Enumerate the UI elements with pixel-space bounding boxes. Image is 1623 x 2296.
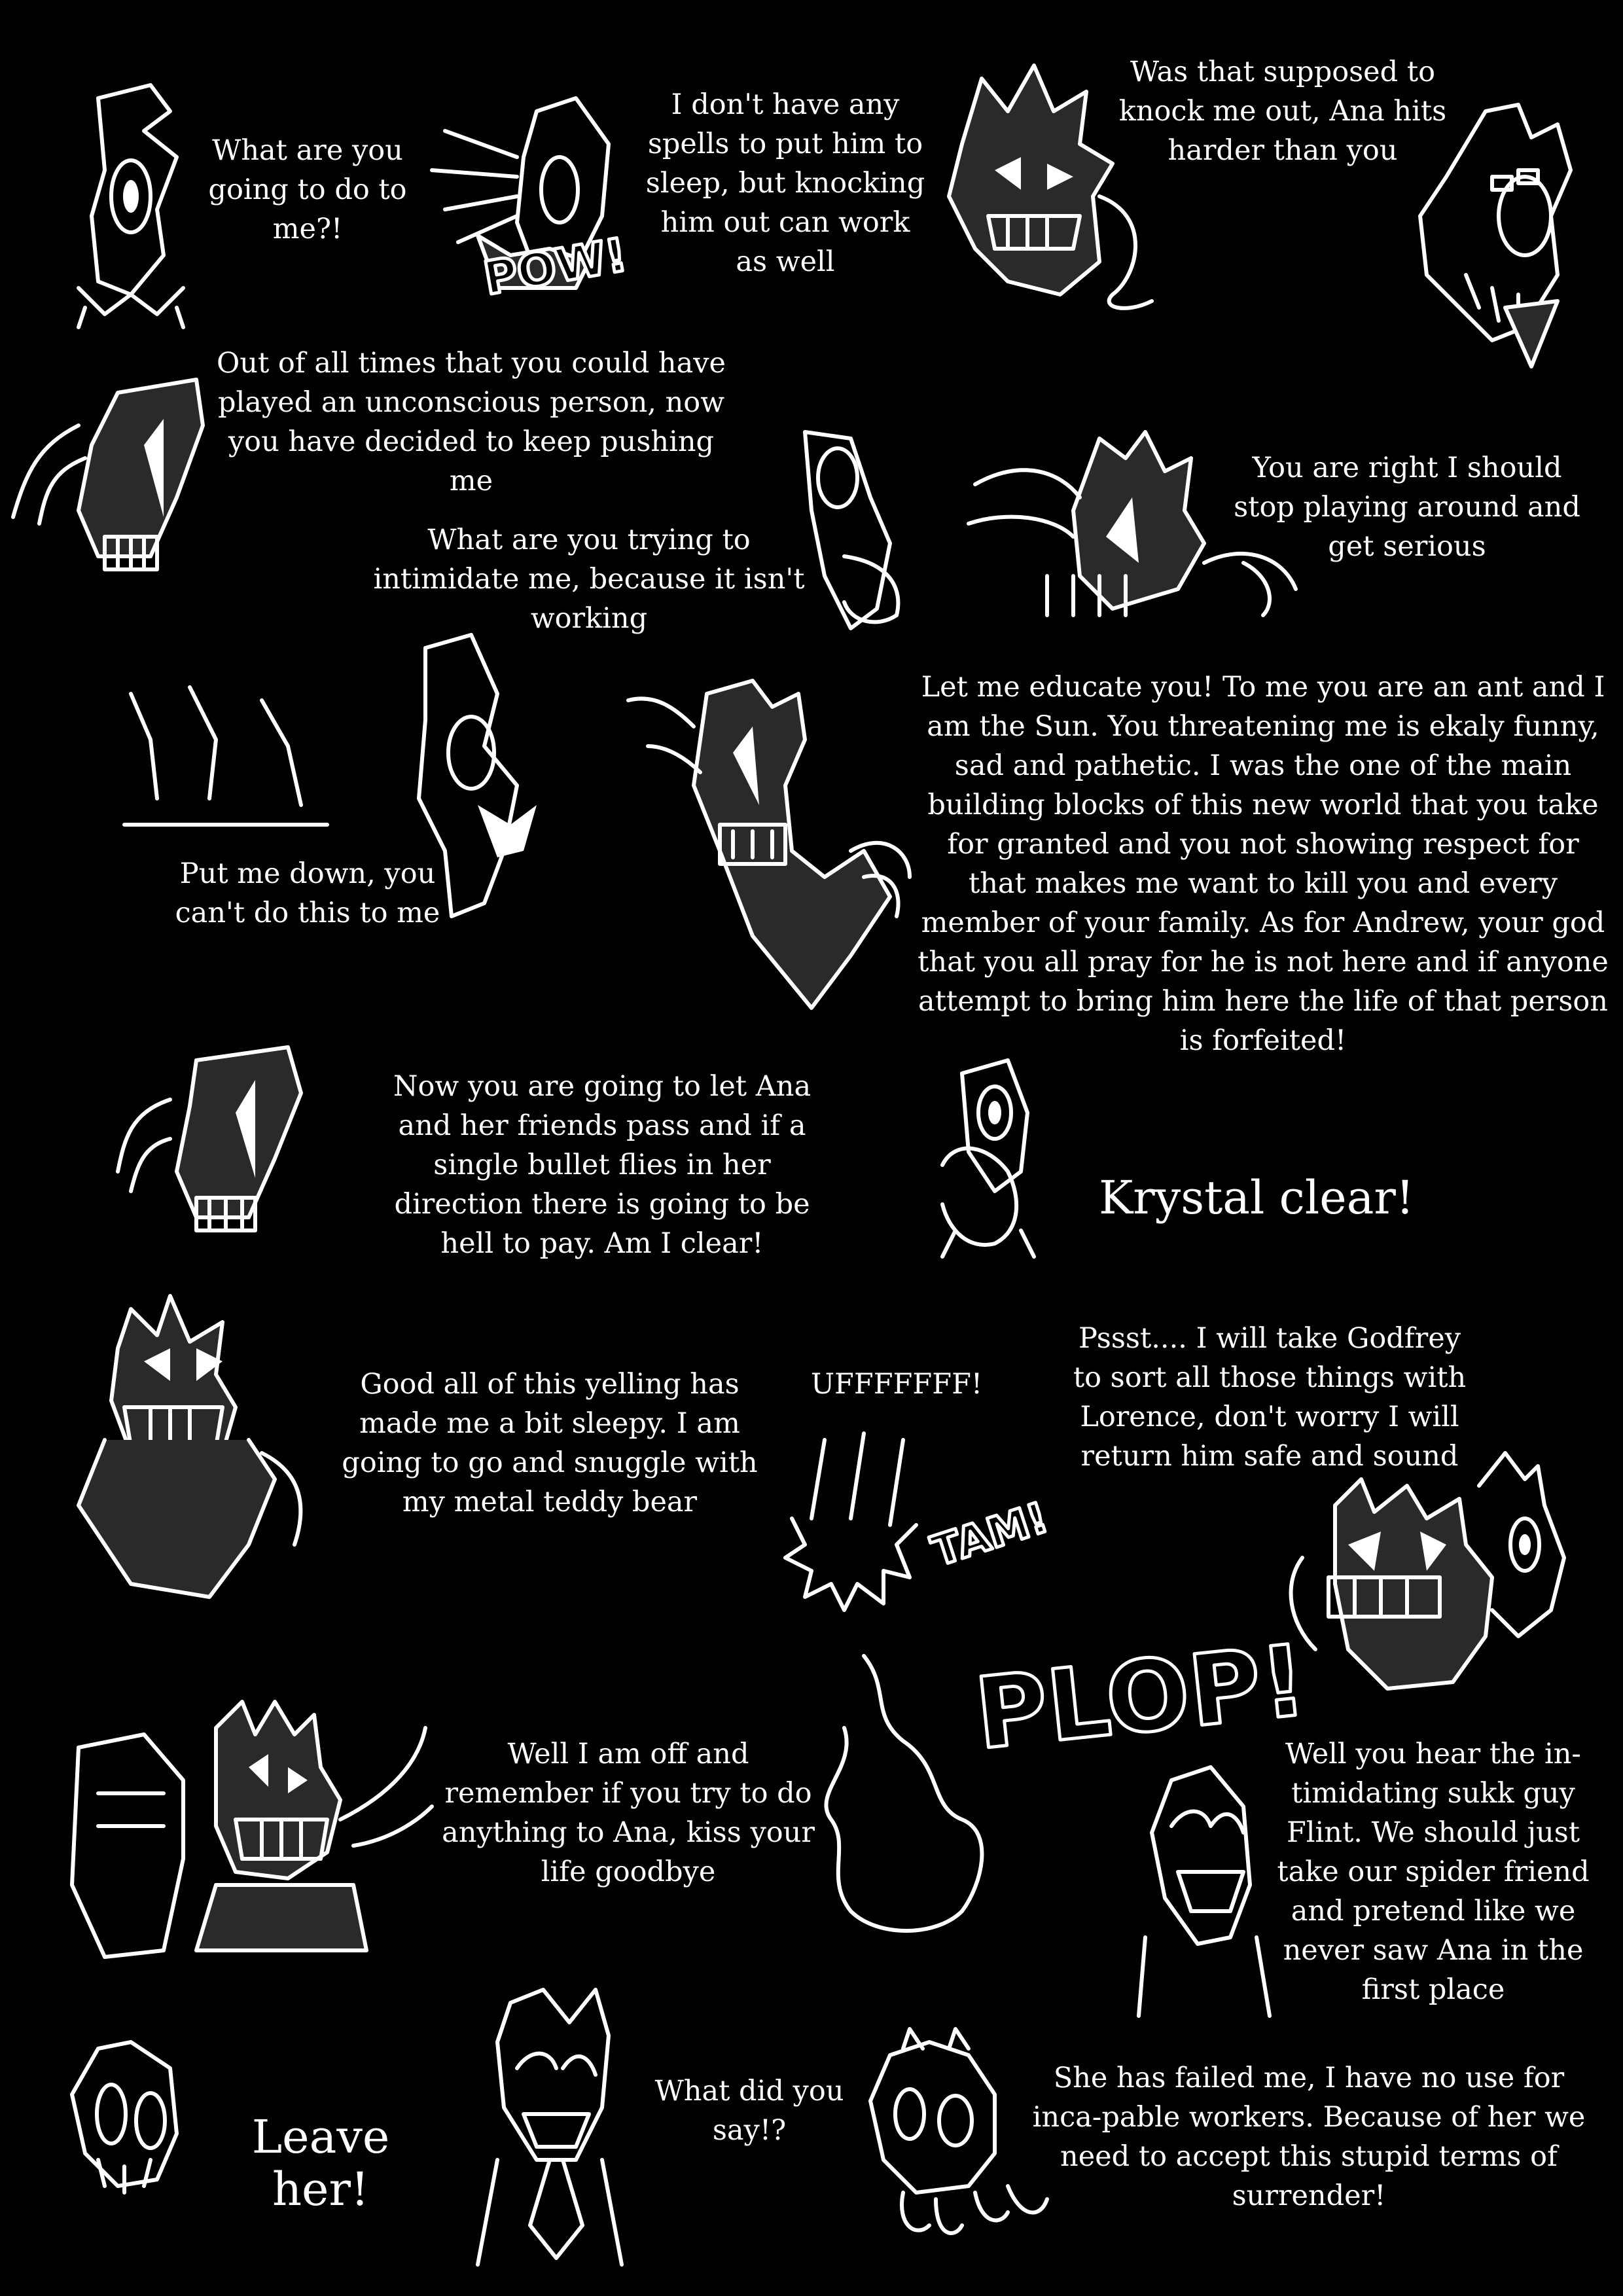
dialogue-p10: Let me educate you! To me you are an ant and I am the Sun. You threatening me is ekaly funny, sad and pathetic. I was the one of the main building blocks of this new world that you take for granted and you not showing respect for that makes me want to kill you and every member of your family. As for Andrew, your god that you all pray for he is not here and if anyone attempt to bring him here the life of that person is forfeited! [918,671,1609,1057]
dialogue-p06: Out of all times that you could have played an unconscious person, now you have decided to keep pushing me [217,347,726,497]
spiky-hair-skull-figure [79,1296,300,1597]
laughing-villain-figure [478,1990,622,2265]
punched-face-figure [432,98,631,306]
dialogue-p14: UFFFFFFF! [810,1368,983,1401]
dialogue-p09: Put me down, you can't do this to me [175,857,440,929]
falling-body-figure [785,1433,1054,1610]
laughing-villain-figure [1139,1767,1270,2016]
hooded-shadow-figure [118,1047,301,1230]
dialogue-p20: What did you say!? [654,2075,844,2147]
dialogue-p07: What are you trying to intimidate me, because it isn't working [373,524,805,635]
dialogue-p21: She has failed me, I have no use for inca-pable workers. Because of her we need to accept this stupid terms of surrender! [1032,2062,1586,2212]
dialogue-p08: You are right I should stop playing around and get serious [1234,452,1580,563]
dialogue-p13: Good all of this yelling has made me a bit sleepy. I am going to go and snuggle with my metal teddy bear [342,1368,758,1518]
pow-sfx: POW! [480,227,631,306]
dialogue-p15: Pssst.... I will take Godfrey to sort all those things with Lorence, don't worry I will return him safe and sound [1073,1322,1467,1473]
dialogue-p04: Was that supposed to knock me out, Ana hits harder than you [1118,56,1447,167]
plop-sfx: PLOP! [970,1624,1311,1772]
dialogue-p11: Now you are going to let Ana and her friends pass and if a single bullet flies in her direction there is going to be hell to pay. Am I clear! [393,1070,812,1260]
hooded-shadow-figure [13,380,203,569]
dialogue-p12: Krystal clear! [1098,1171,1415,1225]
dialogue-p18: Well you hear the in-timidating sukk guy Flint. We should just take our spider friend and pretend like we never saw Ana in the first place [1277,1738,1590,2006]
horned-skull-villain-figure [79,85,183,327]
dialogue-p19: Leave her! [251,2110,390,2216]
horned-skull-villain-figure [942,1060,1034,1257]
hooded-shadow-figure [628,681,910,1008]
dialogue-p16: Well I am off and remember if you try to do anything to Ana, kiss your life goodbye [442,1738,815,1888]
boss-skull-figure [72,2042,177,2193]
spiky-hair-skull-figure [72,1702,432,1957]
dialogue-p03: I don't have any spells to put him to sleep, but knocking him out can work as well [645,88,925,278]
spiky-hair-skull-figure [1291,1453,1564,1689]
tam-sfx: TAM! [926,1494,1054,1577]
dialogue-p01: What are you going to do to me?! [208,134,407,245]
